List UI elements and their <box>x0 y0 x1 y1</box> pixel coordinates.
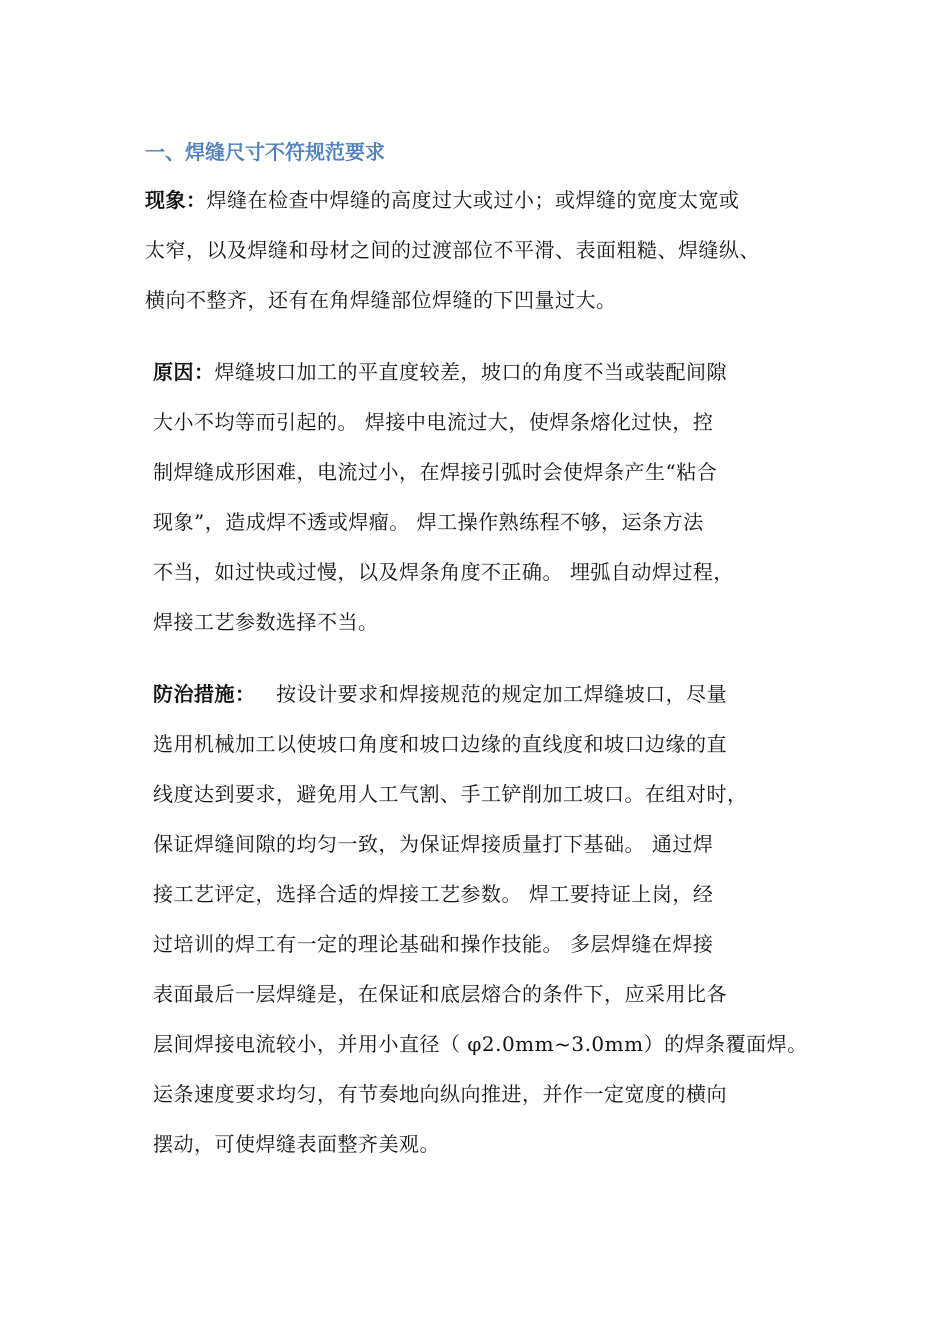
prevention-line-8: 层间焊接电流较小，并用小直径（ φ2.0mm~3.0mm）的焊条覆面焊。 <box>153 1032 808 1056</box>
phenomenon-line-3: 横向不整齐，还有在角焊缝部位焊缝的下凹量过大。 <box>145 288 617 312</box>
phenomenon-text: 焊缝在检查中焊缝的高度过大或过小；或焊缝的宽度太宽或 <box>206 188 740 212</box>
cause-line-2: 大小不均等而引起的。 焊接中电流过大，使焊条熔化过快，控 <box>153 410 714 434</box>
prevention-line-5: 接工艺评定，选择合适的焊接工艺参数。 焊工要持证上岗，经 <box>153 882 714 906</box>
prevention-label: 防治措施： <box>153 682 256 706</box>
cause-line-1 <box>153 358 727 386</box>
prevention-line-1 <box>153 680 727 708</box>
cause-label: 原因： <box>153 360 215 384</box>
cause-line-4: 现象”，造成焊不透或焊瘤。 焊工操作熟练程不够，运条方法 <box>153 510 704 534</box>
phenomenon-label: 现象： <box>145 188 207 212</box>
prevention-text: 按设计要求和焊接规范的规定加工焊缝坡口，尽量 <box>255 682 728 706</box>
cause-text: 焊缝坡口加工的平直度较差，坡口的角度不当或装配间隙 <box>214 360 727 384</box>
cause-line-5: 不当，如过快或过慢，以及焊条角度不正确。 埋弧自动焊过程， <box>153 560 734 584</box>
prevention-line-2: 选用机械加工以使坡口角度和坡口边缘的直线度和坡口边缘的直 <box>153 732 727 756</box>
phenomenon-line-2: 太窄，以及焊缝和母材之间的过渡部位不平滑、表面粗糙、焊缝纵、 <box>145 238 760 262</box>
prevention-line-6: 过培训的焊工有一定的理论基础和操作技能。 多层焊缝在焊接 <box>153 932 714 956</box>
cause-line-6: 焊接工艺参数选择不当。 <box>153 610 379 634</box>
phenomenon-line-1 <box>145 186 740 214</box>
cause-line-3: 制焊缝成形困难，电流过小，在焊接引弧时会使焊条产生“粘合 <box>153 460 718 484</box>
prevention-line-7: 表面最后一层焊缝是，在保证和底层熔合的条件下，应采用比各 <box>153 982 727 1006</box>
prevention-line-3: 线度达到要求，避免用人工气割、手工铲削加工坡口。在组对时， <box>153 782 748 806</box>
prevention-line-4: 保证焊缝间隙的均匀一致，为保证焊接质量打下基础。 通过焊 <box>153 832 714 856</box>
prevention-line-10: 摆动，可使焊缝表面整齐美观。 <box>153 1132 440 1156</box>
prevention-line-9: 运条速度要求均匀，有节奏地向纵向推进，并作一定宽度的横向 <box>153 1082 727 1106</box>
section-heading: 一、焊缝尺寸不符规范要求 <box>145 140 385 164</box>
